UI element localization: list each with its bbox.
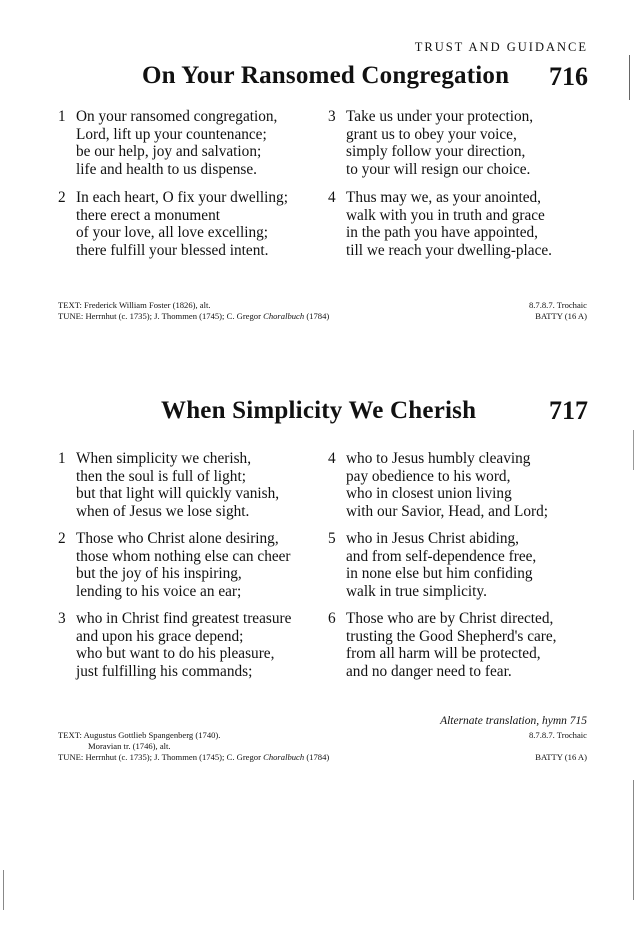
stanza-number: 3 (328, 108, 336, 125)
scan-edge-line (629, 55, 630, 100)
stanza-number: 1 (58, 108, 66, 125)
stanza-line: lending to his voice an ear; (76, 582, 242, 600)
stanza-line: then the soul is full of light; (76, 467, 246, 485)
stanza-number: 2 (58, 189, 66, 206)
meter: 8.7.8.7. Trochaic (528, 730, 587, 740)
stanza-line: Those who Christ alone desiring, (76, 530, 279, 547)
stanza-line: Thus may we, as your anointed, (346, 189, 541, 206)
stanza-line: from all harm will be protected, (346, 645, 541, 663)
stanza-line: When simplicity we cherish, (76, 450, 252, 467)
stanza-line: just fulfilling his commands; (76, 662, 253, 680)
hymn-title: On Your Ransomed Congregation (142, 62, 510, 89)
tune-credit: TUNE: Herrnhut (c. 1735); J. Thommen (1745); C. Gregor Choralbuch (1784) (58, 311, 330, 321)
stanza-line: walk in true simplicity. (346, 582, 487, 600)
translation-credit: Moravian tr. (1746), alt. (88, 741, 171, 751)
stanza-line: simply follow your direction, (346, 143, 526, 161)
stanza-line: life and health to us dispense. (76, 160, 257, 178)
stanza-line: there erect a monument (76, 206, 220, 224)
alternate-translation-note: Alternate translation, hymn 715 (440, 715, 587, 727)
stanza-line: till we reach your dwelling-place. (346, 241, 553, 259)
stanza-number: 6 (328, 610, 336, 627)
stanza-line: trusting the Good Shepherd's care, (346, 627, 557, 645)
text-credit: TEXT: Augustus Gottlieb Spangenberg (1740). (58, 730, 221, 740)
stanza-number: 3 (58, 610, 66, 627)
stanza-line: with our Savior, Head, and Lord; (346, 502, 549, 520)
stanza-line: Those who are by Christ directed, (346, 610, 554, 627)
stanza-line: On your ransomed congregation, (76, 108, 278, 125)
stanza-line: pay obedience to his word, (346, 467, 511, 485)
scan-edge-line (633, 780, 634, 900)
meter: 8.7.8.7. Trochaic (528, 300, 587, 310)
stanza-line: in the path you have appointed, (346, 224, 539, 242)
stanza-line: those whom nothing else can cheer (76, 547, 291, 565)
stanza-line: walk with you in truth and grace (346, 206, 545, 224)
hymn-title: When Simplicity We Cherish (161, 397, 477, 424)
section-header: TRUST AND GUIDANCE (414, 40, 588, 54)
stanza-line: but the joy of his inspiring, (76, 565, 242, 583)
stanza-line: but that light will quickly vanish, (76, 485, 280, 503)
hymn-number: 717 (549, 396, 588, 425)
stanza-line: there fulfill your blessed intent. (76, 241, 269, 259)
stanza-number: 5 (328, 530, 336, 547)
scan-edge-line (633, 430, 634, 470)
stanza-number: 2 (58, 530, 66, 547)
stanza-line: who but want to do his pleasure, (76, 645, 275, 663)
stanza-line: who in closest union living (346, 485, 512, 503)
text-credit: TEXT: Frederick William Foster (1826), alt. (58, 300, 211, 310)
stanza-line: and no danger need to fear. (346, 662, 512, 680)
stanza-number: 1 (58, 450, 66, 467)
hymn-credits (58, 300, 329, 322)
stanza-line: in none else but him confiding (346, 565, 533, 583)
stanza-line: grant us to obey your voice, (346, 125, 517, 143)
stanza-number: 4 (328, 189, 336, 206)
stanza-line: and from self-dependence free, (346, 547, 537, 565)
stanza-line: when of Jesus we lose sight. (76, 502, 250, 520)
stanza-number: 4 (328, 450, 336, 467)
stanza-line: who to Jesus humbly cleaving (346, 450, 531, 467)
stanza-line: who in Christ find greatest treasure (76, 610, 292, 627)
hymn-number: 716 (549, 62, 588, 91)
tune-name: BATTY (16 A) (535, 311, 587, 321)
stanza-line: Take us under your protection, (346, 108, 534, 125)
stanza-line: In each heart, O fix your dwelling; (76, 189, 288, 206)
stanza-line: to your will resign our choice. (346, 160, 531, 178)
hymn-credits (58, 730, 329, 763)
tune-credit: TUNE: Herrnhut (c. 1735); J. Thommen (1745); C. Gregor Choralbuch (1784) (58, 752, 330, 762)
scan-edge-line (3, 870, 4, 910)
stanza-line: of your love, all love excelling; (76, 224, 269, 242)
tune-name: BATTY (16 A) (535, 752, 587, 762)
stanza-line: Lord, lift up your countenance; (76, 125, 267, 143)
stanza-line: and upon his grace depend; (76, 627, 244, 645)
stanza-line: be our help, joy and salvation; (76, 143, 262, 161)
stanza-line: who in Jesus Christ abiding, (346, 530, 519, 547)
